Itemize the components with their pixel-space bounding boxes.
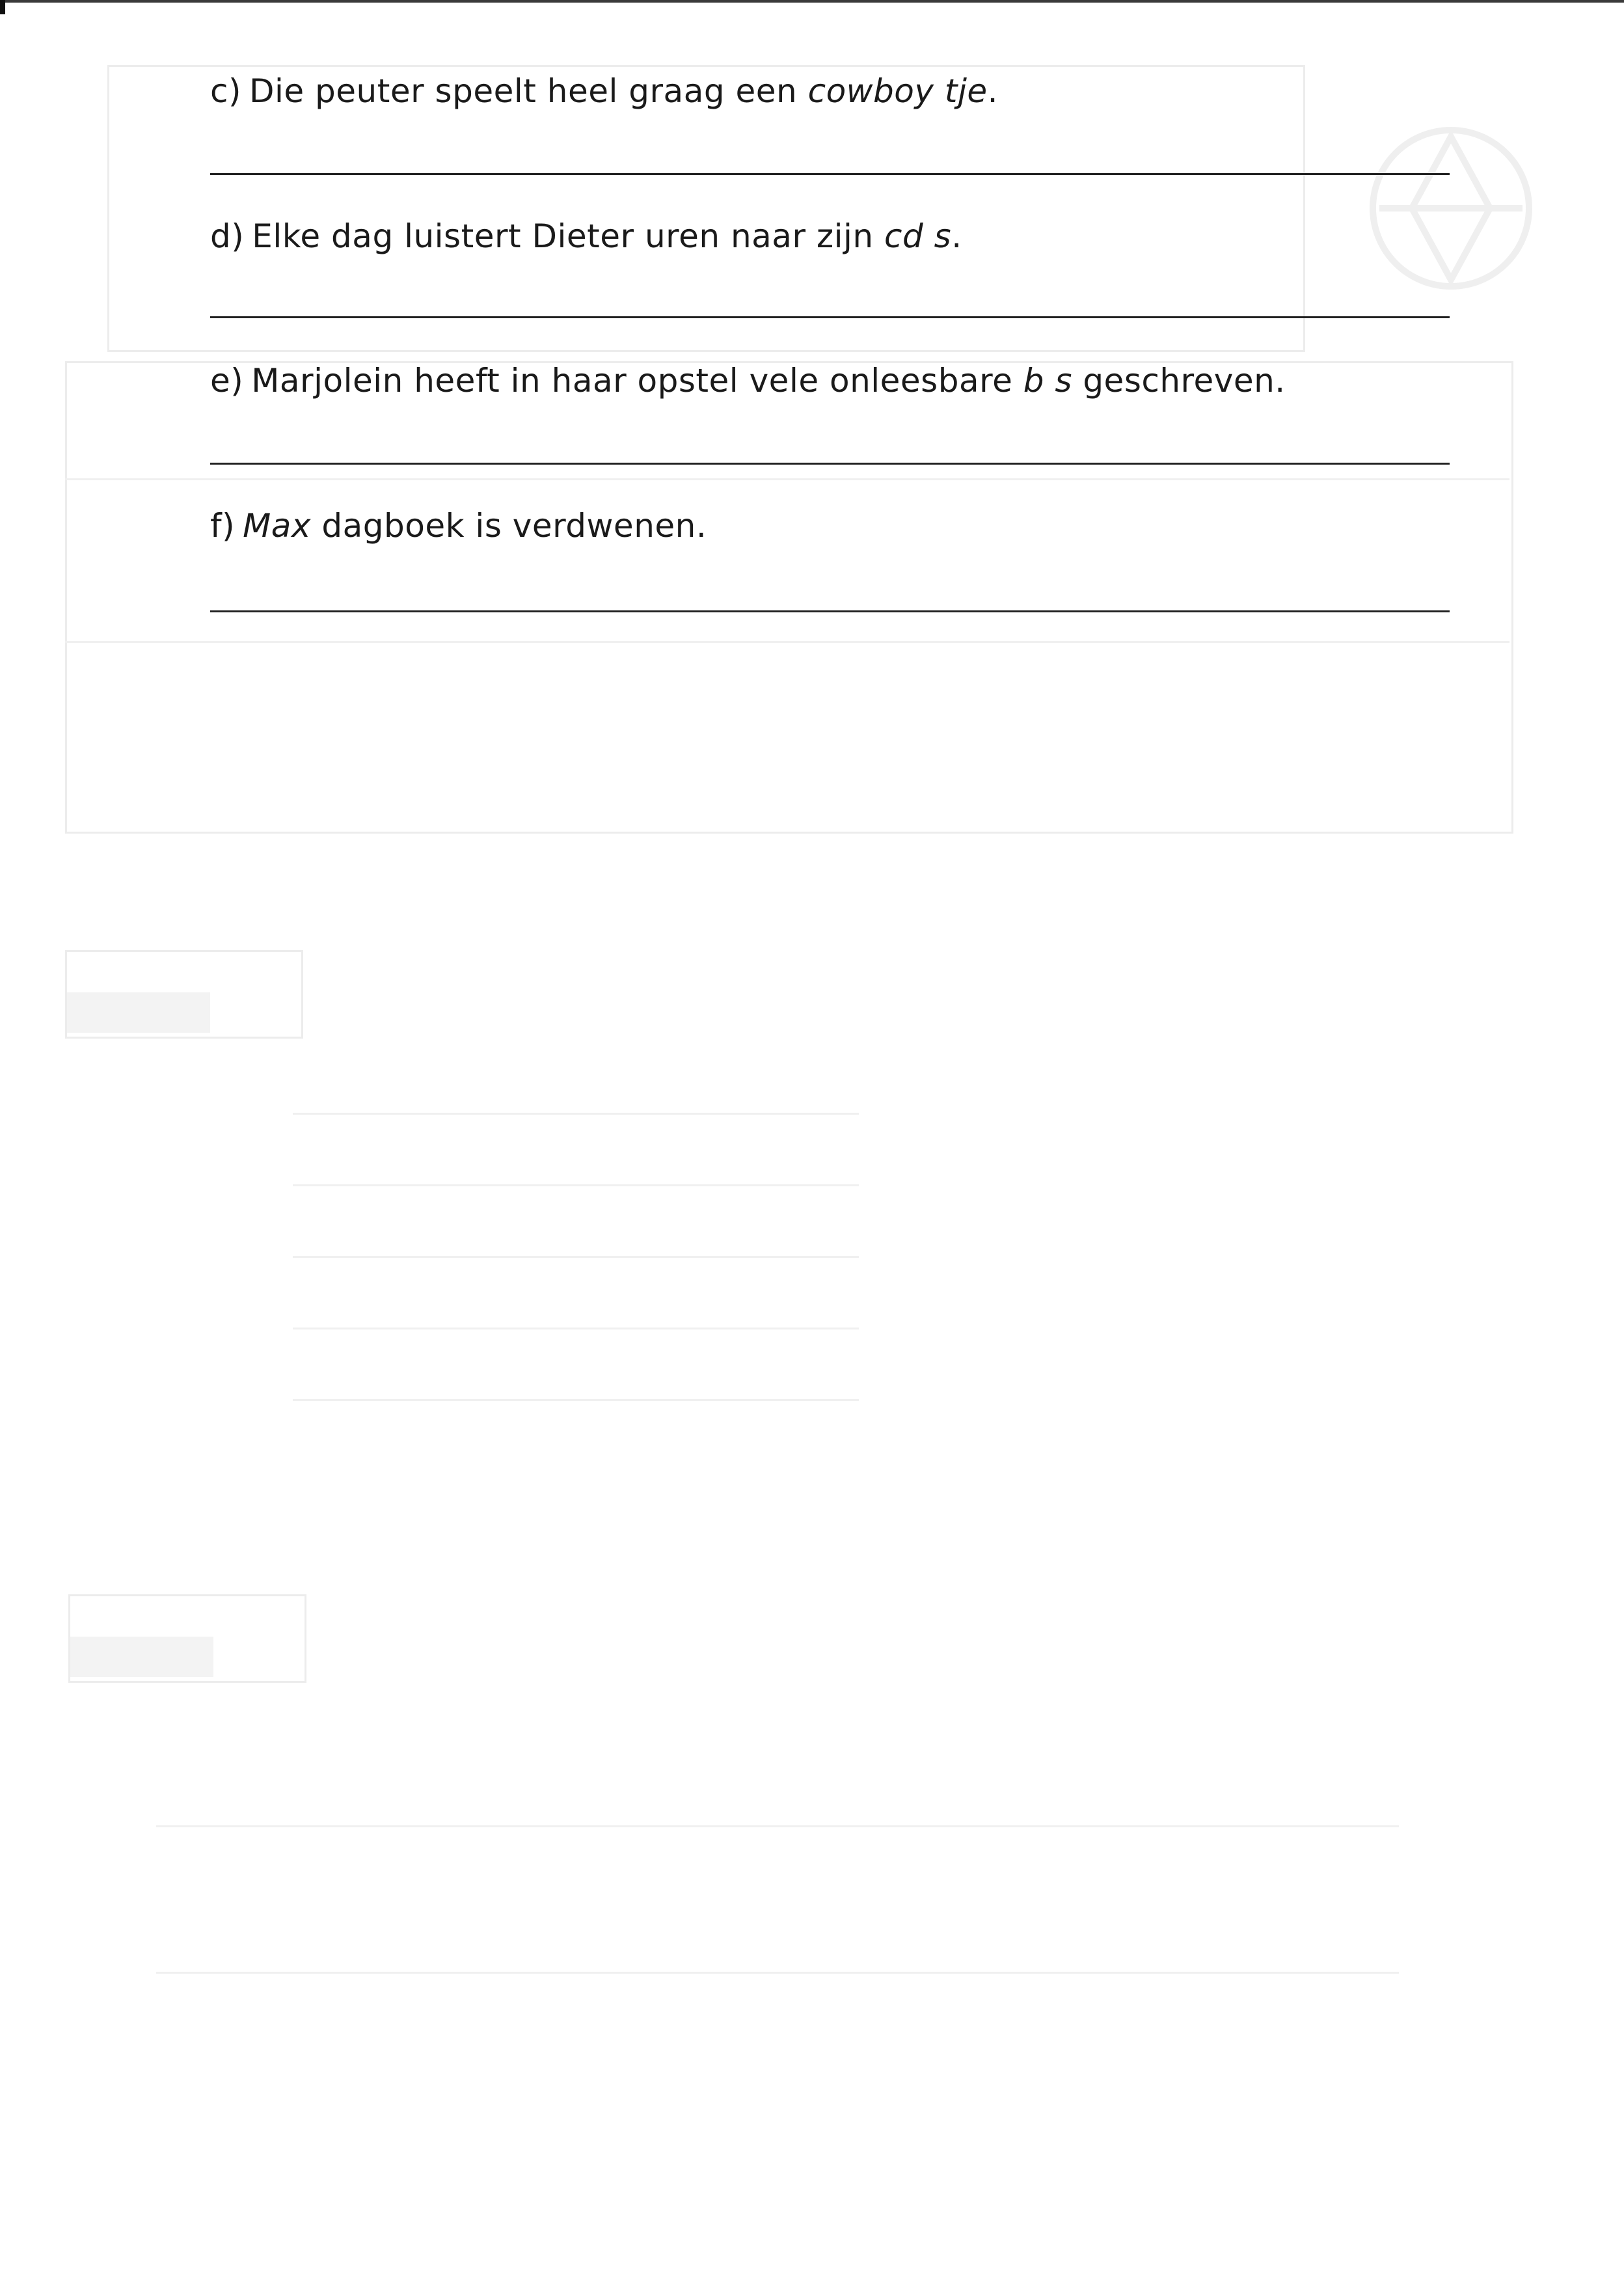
ghost-rule <box>156 1825 1399 1827</box>
question-text: Elke dag luistert Dieter uren naar zijn <box>252 217 885 255</box>
question-label: f) <box>210 507 236 545</box>
ghost-rule <box>293 1328 859 1329</box>
question-italic-word: Max <box>243 507 311 545</box>
answer-line-c[interactable] <box>210 173 1450 175</box>
ghost-score-table <box>65 361 1513 834</box>
question-label: c) <box>210 72 241 110</box>
question-italic-word: cowboy tje <box>807 72 988 110</box>
ghost-rule <box>293 1256 859 1258</box>
ghost-score-fill <box>67 992 210 1033</box>
question-e <box>210 361 1286 400</box>
scan-corner-mark <box>0 0 5 14</box>
ghost-score-fill <box>70 1637 213 1677</box>
question-italic-word: b s <box>1023 362 1072 400</box>
question-text: Marjolein heeft in haar opstel vele onleesbare <box>251 362 1023 400</box>
ghost-rule <box>156 1972 1399 1974</box>
question-text: geschreven. <box>1072 362 1286 400</box>
question-label: d) <box>210 217 245 255</box>
question-f <box>210 506 707 545</box>
ghost-score-box <box>65 950 303 1039</box>
question-c <box>210 72 998 111</box>
question-label: e) <box>210 362 244 400</box>
answer-line-e[interactable] <box>210 463 1450 465</box>
question-text: Die peuter speelt heel graag een <box>249 72 808 110</box>
ghost-score-box <box>68 1594 306 1683</box>
question-italic-word: cd s <box>884 217 952 255</box>
question-text: dagboek is verdwenen. <box>310 507 707 545</box>
ghost-rule <box>293 1184 859 1186</box>
answer-line-f[interactable] <box>210 610 1450 612</box>
question-text: . <box>987 72 999 110</box>
scan-top-edge <box>0 0 1624 3</box>
question-text: . <box>951 217 962 255</box>
ghost-rule <box>293 1399 859 1401</box>
question-d <box>210 217 962 256</box>
ghost-rule <box>293 1113 859 1115</box>
answer-line-d[interactable] <box>210 316 1450 318</box>
ghost-rule <box>65 478 1509 480</box>
ghost-logo-mark <box>1340 98 1562 319</box>
ghost-rule <box>65 641 1509 643</box>
